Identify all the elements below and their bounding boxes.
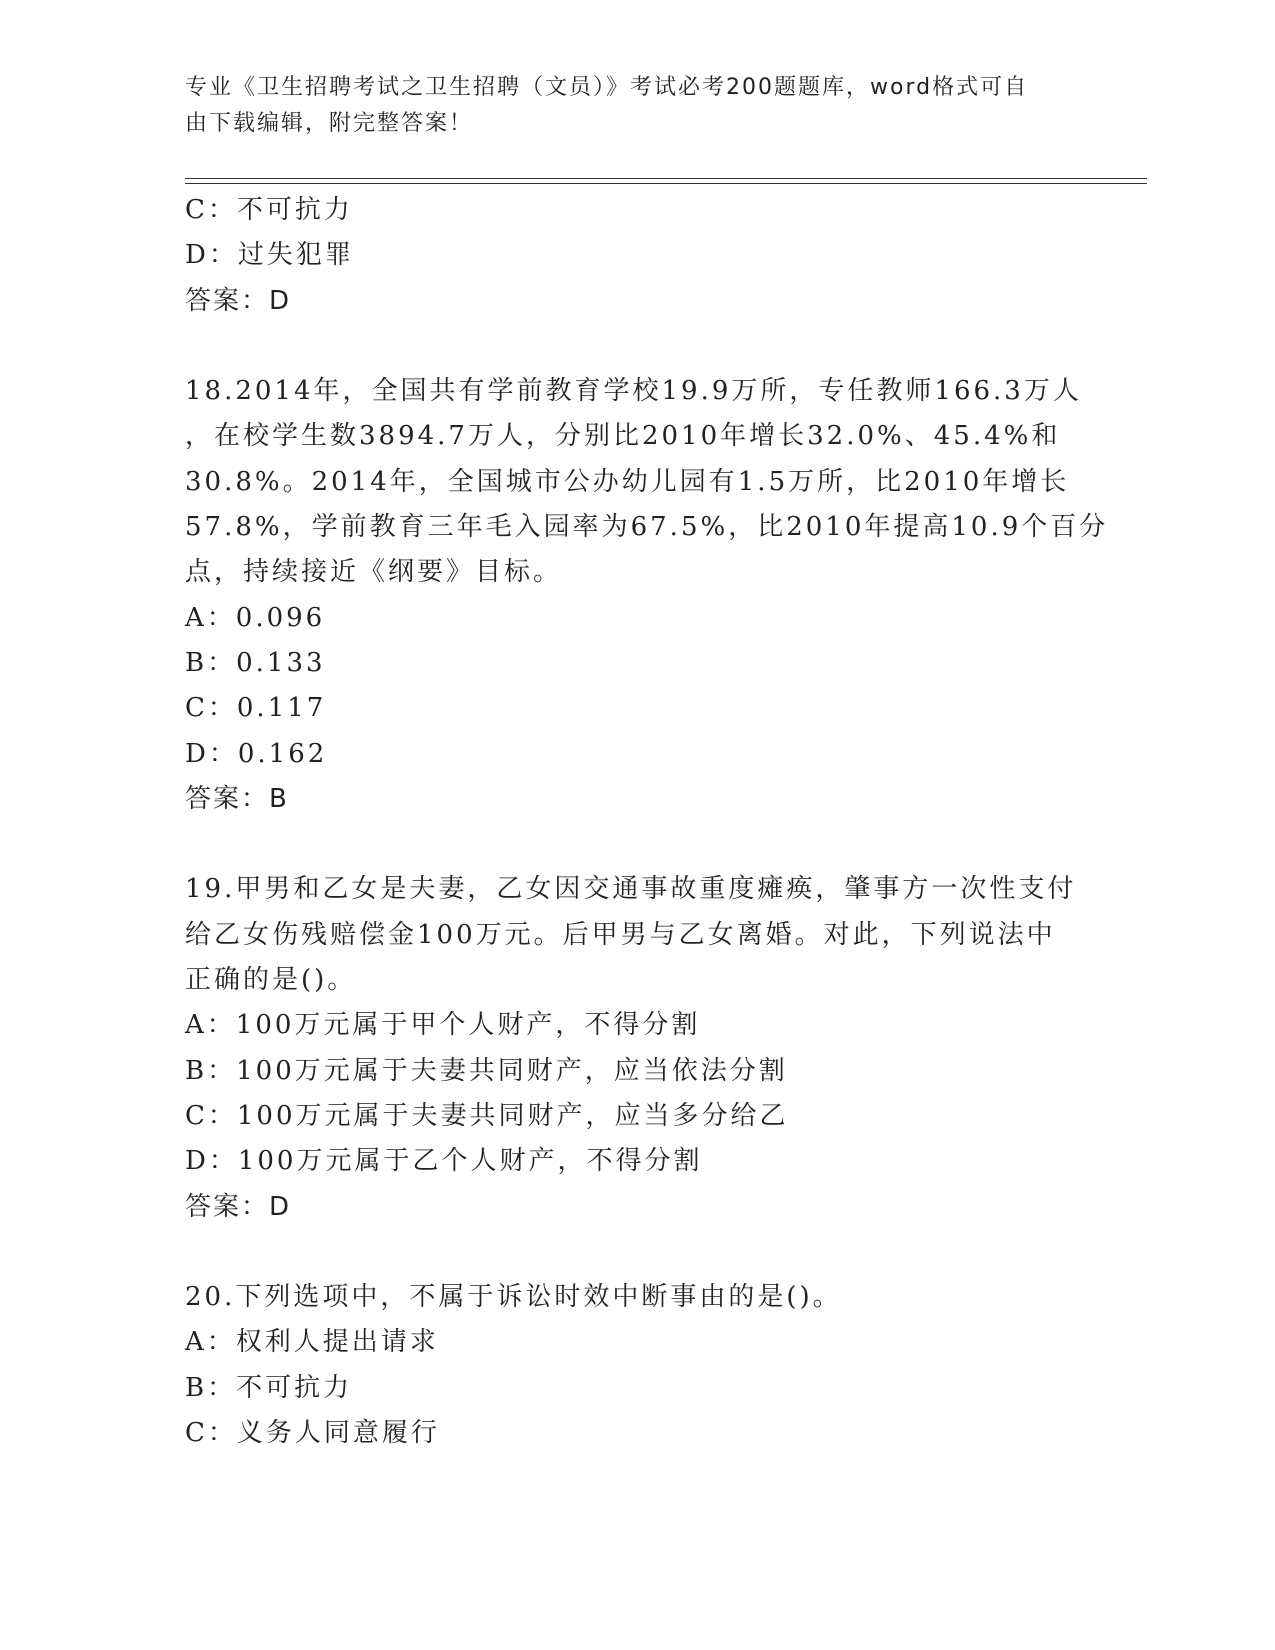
question-18 bbox=[185, 369, 1109, 822]
document-body bbox=[185, 188, 1109, 1456]
question-17-continuation bbox=[185, 188, 1065, 324]
question-text-line: 20.下列选项中，不属于诉讼时效中断事由的是()。 bbox=[185, 1282, 842, 1313]
header-title-line-1: 专业《卫生招聘考试之卫生招聘（文员）》考试必考200题题库，word格式可自 bbox=[185, 75, 1029, 100]
question-text-line: 57.8%，学前教育三年毛入园率为67.5%，比2010年提高10.9个百分 bbox=[185, 512, 1109, 543]
header-divider-bottom bbox=[185, 183, 1147, 184]
option-a: A：0.096 bbox=[185, 602, 326, 633]
question-text-line: 给乙女伤残赔偿金100万元。后甲男与乙女离婚。对此，下列说法中 bbox=[185, 919, 1056, 950]
option-a: A：权利人提出请求 bbox=[185, 1327, 439, 1358]
option-d: D：过失犯罪 bbox=[185, 240, 354, 271]
option-c: C：不可抗力 bbox=[185, 195, 353, 225]
answer-line: 答案：D bbox=[185, 1191, 292, 1222]
header-divider-top bbox=[185, 178, 1147, 179]
option-c: C：0.117 bbox=[185, 693, 327, 724]
spacer bbox=[185, 822, 1065, 867]
question-text-line: ，在校学生数3894.7万人，分别比2010年增长32.0%、45.4%和 bbox=[185, 421, 1061, 452]
question-text-line: 正确的是()。 bbox=[185, 965, 357, 996]
option-b: B：100万元属于夫妻共同财产，应当依法分割 bbox=[185, 1055, 788, 1086]
header-title-line-2: 由下载编辑，附完整答案！ bbox=[185, 111, 474, 136]
question-text-line: 19.甲男和乙女是夫妻，乙女因交通事故重度瘫痪，肇事方一次性支付 bbox=[185, 874, 1077, 905]
option-c: C：100万元属于夫妻共同财产，应当多分给乙 bbox=[185, 1100, 789, 1131]
option-b: B：不可抗力 bbox=[185, 1372, 353, 1403]
answer-line: 答案：B bbox=[185, 783, 289, 814]
question-text-line: 18.2014年，全国共有学前教育学校19.9万所，专任教师166.3万人 bbox=[185, 376, 1082, 407]
question-19 bbox=[185, 867, 1077, 1229]
option-b: B：0.133 bbox=[185, 647, 326, 678]
question-text-line: 点，持续接近《纲要》目标。 bbox=[185, 557, 563, 588]
answer-line: 答案：D bbox=[185, 285, 292, 316]
question-20 bbox=[185, 1275, 1065, 1456]
option-a: A：100万元属于甲个人财产，不得分割 bbox=[185, 1010, 701, 1041]
document-header bbox=[185, 70, 1065, 142]
option-d: D：0.162 bbox=[185, 738, 328, 769]
question-text-line: 30.8%。2014年，全国城市公办幼儿园有1.5万所，比2010年增长 bbox=[185, 466, 1070, 497]
option-d: D：100万元属于乙个人财产，不得分割 bbox=[185, 1146, 703, 1177]
spacer bbox=[185, 324, 1065, 369]
option-c: C：义务人同意履行 bbox=[185, 1418, 440, 1449]
spacer bbox=[185, 1230, 1065, 1275]
